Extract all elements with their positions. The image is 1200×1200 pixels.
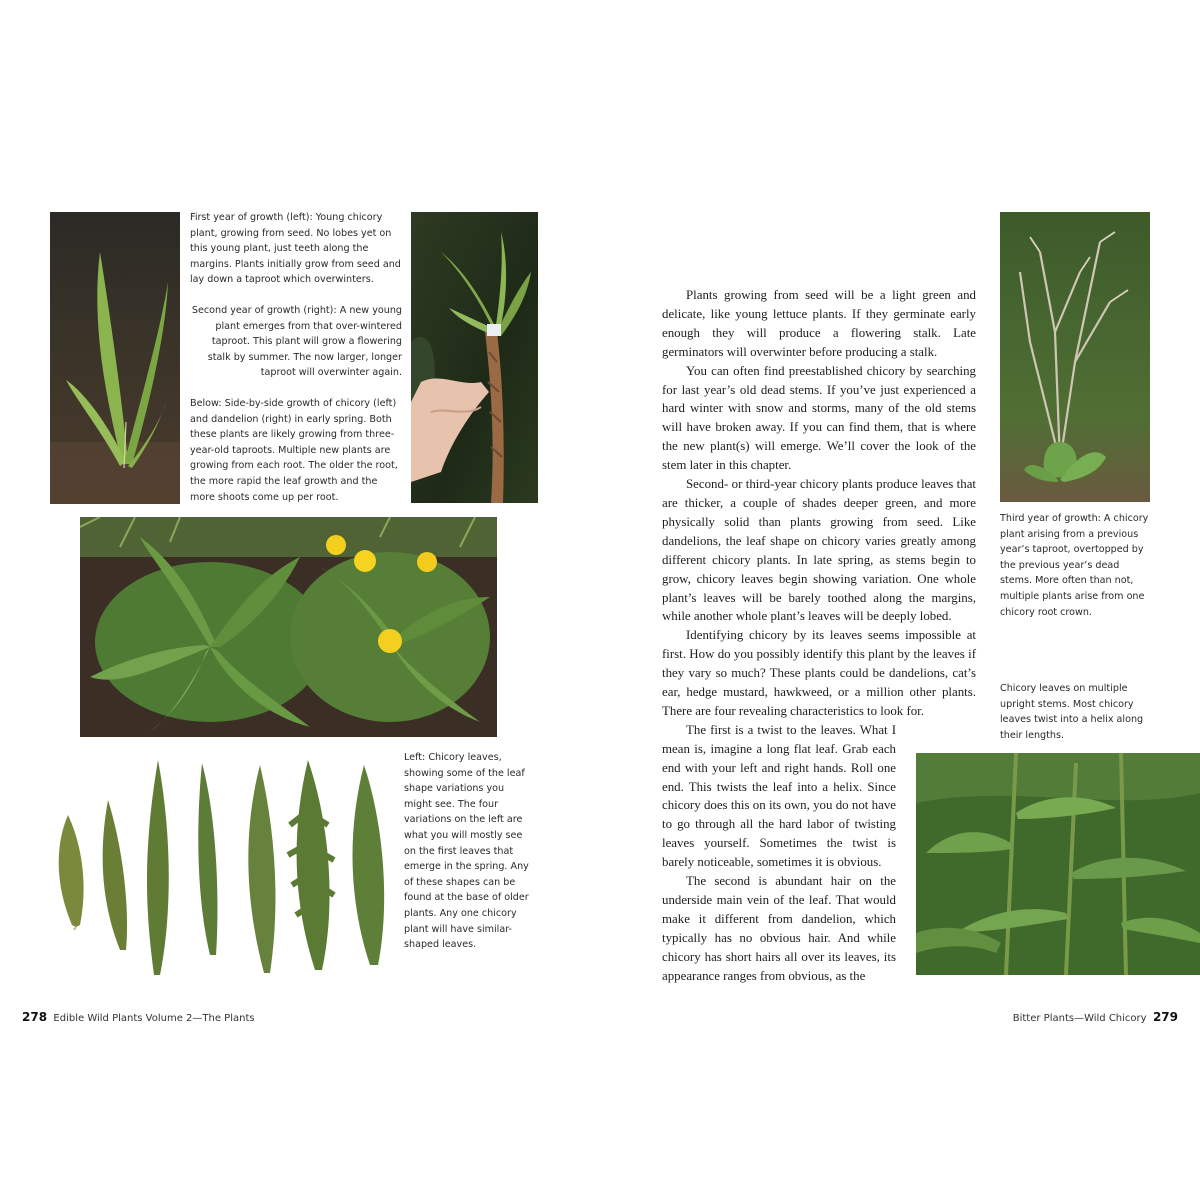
caption-below-text: Below: Side-by-side growth of chicory (left) and dandelion (right) in early spring. Both these plants are likely growing from three-year-old taproots. Multiple new plants are growing from each root. The older the root, the more rapid the leaf growth and the more shoots come up per root.	[190, 398, 398, 503]
caption-first-year-text: First year of growth (left): Young chicory plant, growing from seed. No lobes yet on this young plant, just teeth along the margins. Plants initially grow from seed and lay down a taproot which overwinters.	[190, 212, 401, 286]
body-paragraph-3: Second- or third-year chicory plants produce leaves that are thicker, a couple of shades deeper green, and more physically solid than plants growing from seed. Like dandelions, the leaf shape on chicory varies greatly among different chicory plants. In late spring, as stems begin to grow, chicory leaves begin showing variation. One whole plant’s leaves will be barely toothed along the margins, while another whole plant’s leaves will be deeply lobed.	[662, 477, 976, 624]
body-paragraph-5: The first is a twist to the leaves. What I mean is, imagine a long flat leaf. Grab each end with your left and right hands. Roll one end. This twists the leaf into a helix. Since chicory does this on its own, you do not have to go through all the hard labor of twisting leaves yourself. Sometimes the twist is barely noticeable, sometimes it is obvious.	[662, 722, 896, 870]
caption-leaves-left-text: Left: Chicory leaves, showing some of the leaf shape variations you might see. The four variations on the left are what you will mostly see on the first leaves that emerge in the spring. Any of these shapes can be found at the base of older plants. Any one chicory plant will have similar-shaped leaves.	[404, 752, 529, 951]
third-year-plant-photo	[1000, 212, 1150, 502]
caption-third-year-text: Third year of growth: A chicory plant arising from a previous year’s taproot, overtopped by the previous year’s dead stems. More often than not, multiple plants arise from one chicory root crown.	[1000, 513, 1149, 618]
body-paragraph-1: Plants growing from seed will be a light green and delicate, like young lettuce plants. If they germinate early enough they will produce a flowering stalk. Late germinators will overwinter before producing a stalk.	[662, 288, 976, 359]
right-running-title: Bitter Plants—Wild Chicory	[1012, 1013, 1147, 1024]
helix-leaves-photo	[916, 753, 1200, 975]
left-page-footer	[22, 1010, 255, 1024]
caption-second-year-text: Second year of growth (right): A new young plant emerges from that over-wintered taproot. This plant will grow a flowering stalk by summer. The now larger, longer taproot will overwinter again.	[191, 305, 402, 379]
caption-helix-text: Chicory leaves on multiple upright stems. Most chicory leaves twist into a helix along their lengths.	[1000, 683, 1144, 741]
right-page-number: 279	[1152, 1010, 1178, 1024]
caption-below	[190, 396, 402, 519]
caption-helix	[1000, 681, 1152, 757]
second-year-taproot-photo	[411, 212, 538, 503]
caption-first-year	[190, 210, 402, 302]
caption-second-year	[190, 303, 402, 395]
body-paragraph-6: The second is abundant hair on the underside main vein of the leaf. That would make it different from dandelion, which typically has no obvious hair. And while chicory has short hairs all over its leaves, its appearance ranges from obvious, as the	[662, 874, 896, 983]
left-running-title: Edible Wild Plants Volume 2—The Plants	[53, 1013, 255, 1024]
chicory-leaf-variations-photo	[50, 755, 395, 977]
caption-leaves-left	[404, 750, 532, 967]
right-page-footer	[1013, 1010, 1178, 1024]
body-paragraph-2: You can often find preestablished chicory by searching for last year’s old dead stems. If you’ve just experienced a hard winter with snow and storms, many of the old stems will have broken away. If you can find them, that is where the new plant(s) will emerge. We’ll cover the look of the stem later in this chapter.	[662, 363, 976, 473]
left-page-number: 278	[22, 1010, 48, 1024]
body-paragraph-4: Identifying chicory by its leaves seems impossible at first. How do you possibly identify this plant by the leaves if they vary so much? These plants could be dandelions, cat’s ear, hedge mustard, hawkweed, or a million other plants. There are four revealing characteristics to look for.	[662, 628, 976, 718]
caption-third-year	[1000, 511, 1152, 634]
chicory-dandelion-photo	[80, 517, 497, 737]
first-year-seedling-photo	[50, 212, 180, 504]
